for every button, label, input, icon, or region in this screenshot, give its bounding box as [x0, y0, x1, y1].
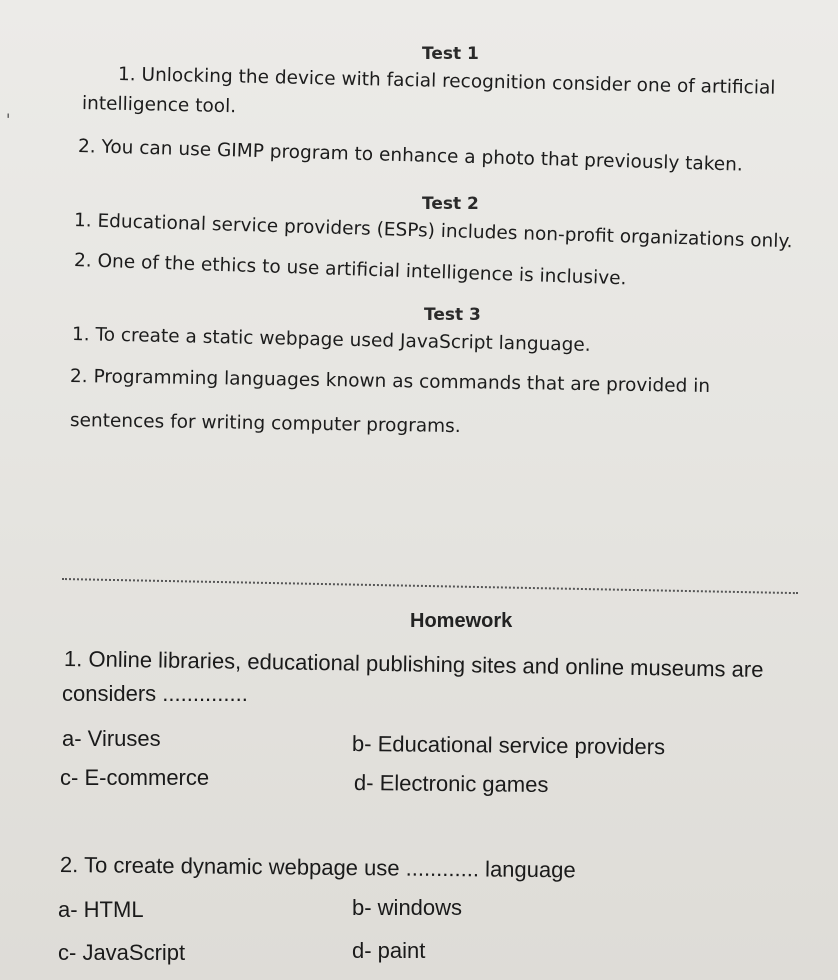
homework-q1-option-b: b- Educational service providers [351, 731, 666, 760]
test1-q1-line2: intelligence tool. [81, 93, 237, 118]
homework-q2-option-c: c- JavaScript [58, 940, 186, 965]
test1-title: Test 1 [422, 44, 479, 64]
test1-q1-line1: 1. Unlocking the device with facial recognition consider one of artificial [117, 64, 776, 99]
homework-q2-option-b: b- windows [352, 895, 463, 920]
homework-q1-option-c: c- E-commerce [60, 765, 210, 790]
show-through-text [80, 470, 86, 493]
homework-title: Homework [410, 610, 513, 632]
homework-q1-line2: considers .............. [62, 681, 248, 706]
test2-q1: 1. Educational service providers (ESPs) includes non-profit organizations only. [73, 210, 793, 253]
homework-q1-option-a: a- Viruses [62, 726, 161, 751]
test3-q1: 1. To create a static webpage used JavaScript language. [71, 324, 591, 356]
homework-q2-line1: 2. To create dynamic webpage use ............ language [59, 852, 576, 883]
test3-q2-line1: 2. Programming languages known as commands that are provided in [69, 366, 711, 398]
test3-q2-line2: sentences for writing computer programs. [69, 410, 461, 438]
test3-title: Test 3 [424, 305, 481, 325]
homework-q1-line1: 1. Online libraries, educational publishing sites and online museums are [63, 646, 764, 682]
test1-q2: 2. You can use GIMP program to enhance a photo that previously taken. [77, 136, 744, 176]
homework-q2-option-d: d- paint [352, 938, 426, 963]
test2-q2: 2. One of the ethics to use artificial intelligence is inclusive. [73, 250, 627, 290]
test2-title: Test 2 [422, 194, 479, 214]
homework-q2-option-a: a- HTML [58, 897, 144, 922]
margin-mark: ' [6, 110, 11, 129]
homework-q1-option-d: d- Electronic games [353, 770, 549, 798]
section-divider [62, 578, 798, 594]
